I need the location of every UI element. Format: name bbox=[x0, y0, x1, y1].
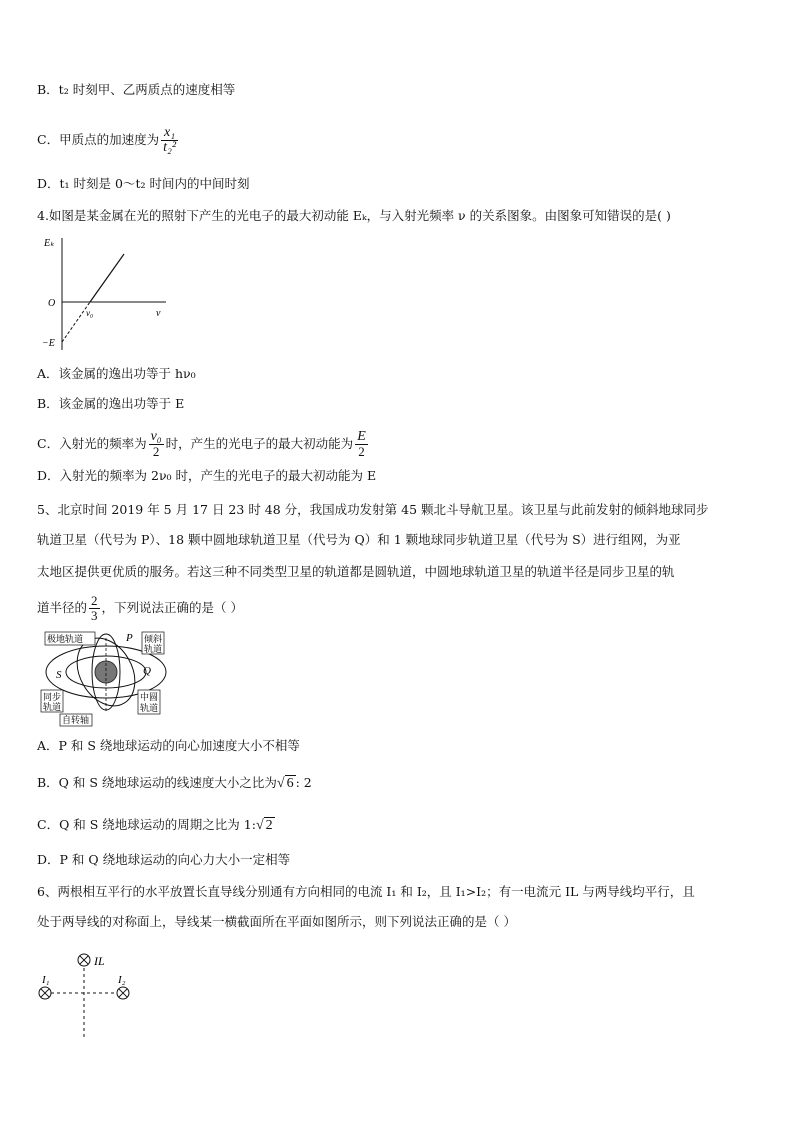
q5-option-c-prefix: C．Q 和 S 绕地球运动的周期之比为 1: bbox=[37, 817, 256, 832]
q4-option-b: B．该金属的逸出功等于 E bbox=[37, 396, 185, 411]
satellite-q-label: Q bbox=[143, 665, 151, 677]
q5-stem-fraction bbox=[89, 594, 100, 623]
sqrt-expression: √ 6 bbox=[276, 776, 294, 791]
fraction-denominator: 3 bbox=[91, 608, 98, 623]
q5-option-c bbox=[37, 815, 275, 836]
satellite-s-label: S bbox=[56, 669, 62, 681]
geo-orbit-label-2: 轨道 bbox=[43, 702, 62, 712]
q6-current-diagram bbox=[34, 946, 144, 1042]
current-element-label: IL bbox=[94, 954, 105, 968]
sqrt-radicand: 2 bbox=[265, 818, 273, 833]
q5-orbit-diagram bbox=[38, 628, 188, 728]
q4-option-c-part2: 时，产生的光电子的最大初动能为 bbox=[165, 436, 354, 451]
wire-i1-into-page-icon bbox=[39, 987, 51, 999]
fraction-denominator: 2 bbox=[152, 444, 160, 459]
q4-option-c-part1: C．入射光的频率为 bbox=[37, 436, 147, 451]
q5-option-b bbox=[37, 773, 312, 794]
q5-stem-line4-suffix: ，下列说法正确的是（ ） bbox=[101, 600, 243, 615]
q5-option-b-prefix: B．Q 和 S 绕地球运动的线速度大小之比为 bbox=[37, 775, 277, 790]
polar-orbit-label: 极地轨道 bbox=[47, 634, 84, 644]
fraction-numerator: E bbox=[357, 429, 366, 444]
y-axis-label: Eₖ bbox=[44, 238, 55, 249]
q5-stem-line4-prefix: 道半径的 bbox=[37, 600, 88, 615]
fraction-denominator: 2 bbox=[358, 444, 365, 459]
q3-option-c-fraction bbox=[161, 126, 178, 155]
fraction-numerator: 2 bbox=[91, 593, 98, 608]
q6-stem-line1: 6、两根相互平行的水平放置长直导线分别通有方向相同的电流 I₁ 和 I₂，且 I₁>I₂；有一电流元 IL 与两导线均平行，且 bbox=[37, 884, 695, 899]
q5-stem-line1: 5、北京时间 2019 年 5 月 17 日 23 时 48 分，我国成功发射第 45 颗北斗导航卫星。该卫星与此前发射的倾斜地球同步 bbox=[37, 502, 709, 517]
q4-stem: 4.如图是某金属在光的照射下产生的光电子的最大初动能 Eₖ，与入射光频率 ν 的关系图象。由图象可知错误的是( ) bbox=[37, 208, 671, 223]
q4-option-a: A．该金属的逸出功等于 hν₀ bbox=[37, 366, 196, 381]
x-axis-label: ν bbox=[156, 308, 161, 319]
y-intercept-label: −E bbox=[42, 338, 55, 349]
rotation-axis-label: 自转轴 bbox=[62, 715, 90, 725]
q4-energy-frequency-graph bbox=[40, 232, 170, 356]
q3-option-c bbox=[37, 126, 180, 155]
q5-option-a: A．P 和 S 绕地球运动的向心加速度大小不相等 bbox=[37, 738, 300, 753]
x-intercept-label: ν₀ bbox=[86, 308, 94, 318]
fraction-denominator: t₂² bbox=[163, 140, 177, 155]
q3-option-c-label: C．甲质点的加速度为 bbox=[37, 132, 160, 147]
origin-label: O bbox=[48, 298, 56, 309]
wire-i2-label: I₂ bbox=[118, 974, 126, 986]
q5-option-d: D．P 和 Q 绕地球运动的向心力大小一定相等 bbox=[37, 852, 291, 867]
inclined-orbit-label-1: 倾斜 bbox=[144, 634, 163, 644]
geo-orbit-label-1: 同步 bbox=[43, 692, 62, 702]
q5-stem-line3: 太地区提供更优质的服务。若这三种不同类型卫星的轨道都是圆轨道，中圆地球轨道卫星的轨道半径是同步卫星的轨 bbox=[37, 564, 675, 579]
graph-line-solid bbox=[90, 254, 124, 302]
q5-stem-line2: 轨道卫星（代号为 P）、18 颗中圆地球轨道卫星（代号为 Q）和 1 颗地球同步轨道卫星（代号为 S）进行组网，为亚 bbox=[37, 532, 681, 547]
satellite-p-label: P bbox=[126, 632, 133, 644]
sqrt-expression: √ 2 bbox=[255, 818, 273, 833]
q5-option-b-suffix: : 2 bbox=[295, 775, 312, 790]
q3-option-b: B．t₂ 时刻甲、乙两质点的速度相等 bbox=[37, 82, 236, 97]
medium-orbit-label-2: 轨道 bbox=[140, 703, 159, 713]
current-element-il-into-page-icon bbox=[78, 954, 90, 966]
q4-option-c-fraction1 bbox=[149, 430, 164, 459]
q5-stem-line4 bbox=[37, 594, 243, 623]
wire-i2-into-page-icon bbox=[117, 987, 129, 999]
q3-option-d: D．t₁ 时刻是 0～t₂ 时间内的中间时刻 bbox=[37, 176, 250, 191]
wire-i1-label: I₁ bbox=[42, 974, 50, 986]
fraction-numerator: x₁ bbox=[161, 126, 178, 141]
fraction-numerator: ν₀ bbox=[150, 429, 162, 444]
medium-orbit-label-1: 中圆 bbox=[140, 692, 159, 702]
q4-option-d: D．入射光的频率为 2ν₀ 时，产生的光电子的最大初动能为 E bbox=[37, 468, 377, 483]
inclined-orbit-label-2: 轨道 bbox=[144, 644, 163, 654]
q6-stem-line2: 处于两导线的对称面上，导线某一横截面所在平面如图所示，则下列说法正确的是（ ） bbox=[37, 914, 516, 929]
q4-option-c-fraction2 bbox=[355, 430, 368, 459]
sqrt-radicand: 6 bbox=[286, 776, 294, 791]
q4-option-c bbox=[37, 430, 370, 459]
